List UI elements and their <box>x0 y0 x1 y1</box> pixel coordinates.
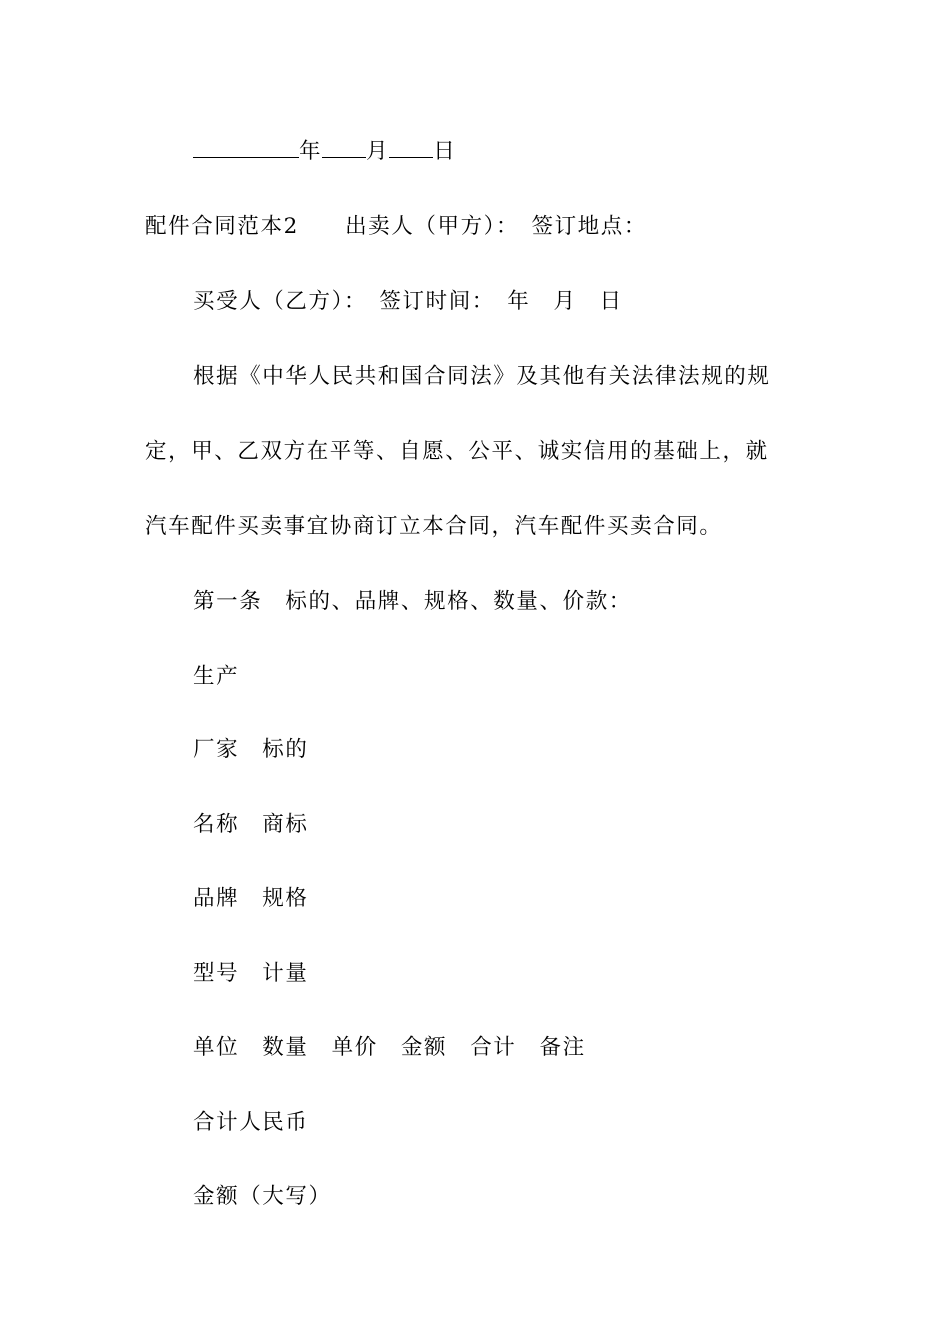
date-line <box>193 137 873 167</box>
table-header-line: 单位 数量 单价 金额 合计 备注 <box>193 1035 586 1060</box>
table-header-line: 名称 商标 <box>193 812 309 837</box>
day-label: 日 <box>433 139 457 164</box>
month-label: 月 <box>366 139 390 164</box>
paragraph-line-2: 定，甲、乙双方在平等、自愿、公平、诚实信用的基础上，就 <box>145 439 769 464</box>
table-header-line: 金额（大写） <box>193 1184 332 1209</box>
paragraph-line-1: 根据《中华人民共和国合同法》及其他有关法律法规的规 <box>193 364 771 389</box>
year-blank <box>193 137 299 158</box>
table-header-line: 品牌 规格 <box>193 886 309 911</box>
table-header-line: 厂家 标的 <box>193 737 309 762</box>
month-blank <box>322 137 366 158</box>
title-line: 配件合同范本2 出卖人（甲方）： 签订地点： <box>145 214 647 239</box>
buyer-line: 买受人（乙方）： 签订时间： 年 月 日 <box>193 289 623 314</box>
article-one-heading: 第一条 标的、品牌、规格、数量、价款： <box>193 589 632 614</box>
paragraph-line-3: 汽车配件买卖事宜协商订立本合同，汽车配件买卖合同。 <box>145 514 723 539</box>
day-blank <box>389 137 433 158</box>
year-label: 年 <box>299 139 323 164</box>
table-header-line: 合计人民币 <box>193 1110 309 1135</box>
table-header-line: 生产 <box>193 664 240 689</box>
table-header-line: 型号 计量 <box>193 961 309 986</box>
